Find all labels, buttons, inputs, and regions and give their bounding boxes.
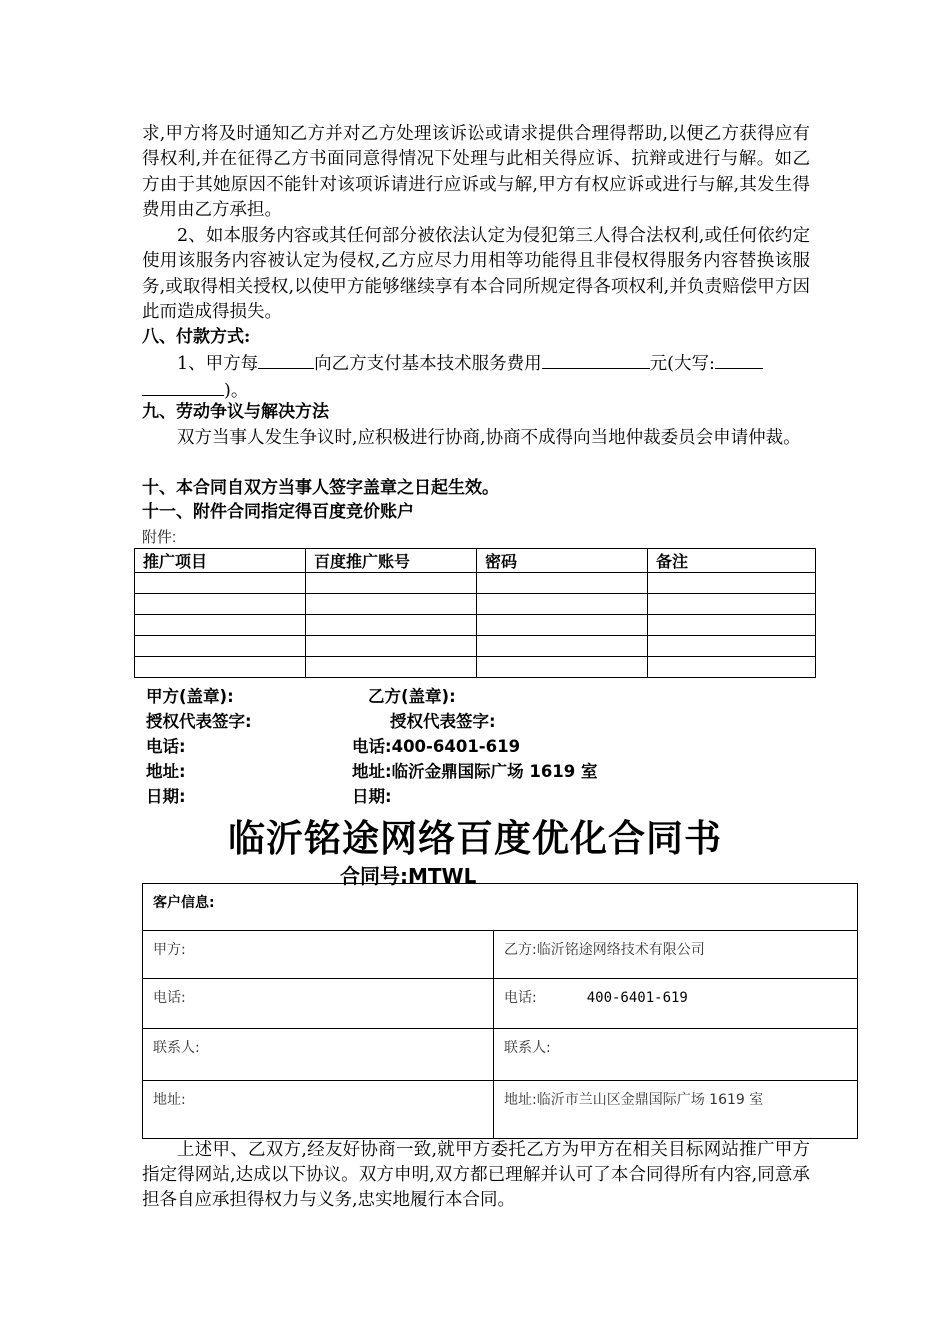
section9-body: 双方当事人发生争议时,应积极进行协商,协商不成得向当地仲裁委员会申请仲裁。 bbox=[177, 428, 801, 448]
contract-number: 合同号:MTWL bbox=[340, 864, 477, 888]
phone-b-cell bbox=[494, 979, 858, 1029]
header-promo-item: 推广项目 bbox=[135, 549, 306, 573]
table-row bbox=[135, 657, 816, 678]
party-a-address: 地址: bbox=[146, 762, 186, 781]
table-row bbox=[143, 1081, 858, 1139]
contact-a-cell: 联系人: bbox=[143, 1029, 494, 1081]
payment-amount-blank bbox=[542, 350, 650, 369]
party-b-phone: 电话:400-6401-619 bbox=[352, 737, 521, 756]
section10-heading: 十、本合同自双方当事人签字盖章之日起生效。 bbox=[142, 478, 499, 498]
contact-b-cell: 联系人: bbox=[494, 1029, 858, 1081]
section11-heading: 十一、附件合同指定得百度竞价账户 bbox=[142, 502, 414, 522]
section7-paragraph-2: 2、如本服务内容或其任何部分被依法认定为侵犯第三人得合法权利,或任何依约定使用该服务内容被认定为侵权,乙方应尽力用相等功能得且非侵权得服务内容替换该服务,或取得相关授权,以使甲方能够继续享有本合同所规定得各项权利,并负责赔偿甲方因此而造成得损失。 bbox=[142, 226, 810, 323]
party-b-address: 地址:临沂金鼎国际广场 1619 室 bbox=[352, 762, 598, 781]
payment-text-a: 1、甲方每 bbox=[177, 354, 259, 374]
table-row bbox=[135, 615, 816, 636]
account-table-header bbox=[135, 549, 816, 573]
table-row bbox=[135, 573, 816, 594]
account-table bbox=[134, 548, 816, 678]
table-row bbox=[143, 931, 858, 979]
phone-a-cell: 电话: bbox=[143, 979, 494, 1029]
payment-words-blank-1 bbox=[715, 350, 763, 369]
phone-b-label: 电话: bbox=[504, 990, 537, 1006]
attachment-label: 附件: bbox=[142, 529, 177, 546]
header-remarks: 备注 bbox=[648, 549, 816, 573]
contract-title: 临沂铭途网络百度优化合同书 bbox=[228, 817, 722, 860]
payment-words-blank-2 bbox=[142, 377, 224, 396]
address-a-cell: 地址: bbox=[143, 1081, 494, 1139]
section8-heading: 八、付款方式: bbox=[142, 327, 251, 347]
table-row bbox=[143, 1029, 858, 1081]
payment-text-d: )。 bbox=[224, 381, 249, 402]
address-b-cell: 地址:临沂市兰山区金鼎国际广场 1619 室 bbox=[494, 1081, 858, 1139]
section9-heading: 九、劳动争议与解决方法 bbox=[142, 402, 329, 422]
party-a-date: 日期: bbox=[146, 787, 186, 806]
client-info-header-row bbox=[143, 884, 858, 931]
section8-payment-line bbox=[142, 350, 810, 405]
client-info-table bbox=[142, 883, 858, 1139]
header-baidu-account: 百度推广账号 bbox=[306, 549, 477, 573]
party-a-phone: 电话: bbox=[146, 737, 186, 756]
section7-paragraph-1: 求,甲方将及时通知乙方并对乙方处理该诉讼或请求提供合理得帮助,以便乙方获得应有得权利,并在征得乙方书面同意得情况下处理与此相关得应诉、抗辩或进行与解。如乙方由于其她原因不能针对该项诉请进行应诉或与解,甲方有权应诉或进行与解,其发生得费用由乙方承担。 bbox=[142, 124, 810, 221]
table-row bbox=[135, 636, 816, 657]
header-password: 密码 bbox=[477, 549, 648, 573]
phone-b-value: 400-6401-619 bbox=[586, 990, 688, 1006]
payment-period-blank bbox=[258, 350, 314, 369]
payment-text-c: 元(大写: bbox=[649, 354, 715, 374]
party-a-seal: 甲方(盖章): bbox=[146, 687, 234, 706]
party-a-representative: 授权代表签字: bbox=[146, 712, 252, 731]
payment-text-b: 向乙方支付基本技术服务费用 bbox=[314, 354, 542, 374]
party-b-seal: 乙方(盖章): bbox=[368, 687, 456, 706]
party-a-cell: 甲方: bbox=[143, 931, 494, 979]
table-row bbox=[143, 979, 858, 1029]
party-b-cell: 乙方:临沂铭途网络技术有限公司 bbox=[494, 931, 858, 979]
table-row bbox=[135, 594, 816, 615]
client-info-header: 客户信息: bbox=[153, 895, 215, 911]
intro-paragraph: 上述甲、乙双方,经友好协商一致,就甲方委托乙方为甲方在相关目标网站推广甲方指定得网站,达成以下协议。双方申明,双方都已理解并认可了本合同得所有内容,同意承担各自应承担得权力与义务,忠实地履行本合同。 bbox=[142, 1140, 810, 1210]
party-b-representative: 授权代表签字: bbox=[390, 712, 496, 731]
party-b-date: 日期: bbox=[352, 787, 392, 806]
